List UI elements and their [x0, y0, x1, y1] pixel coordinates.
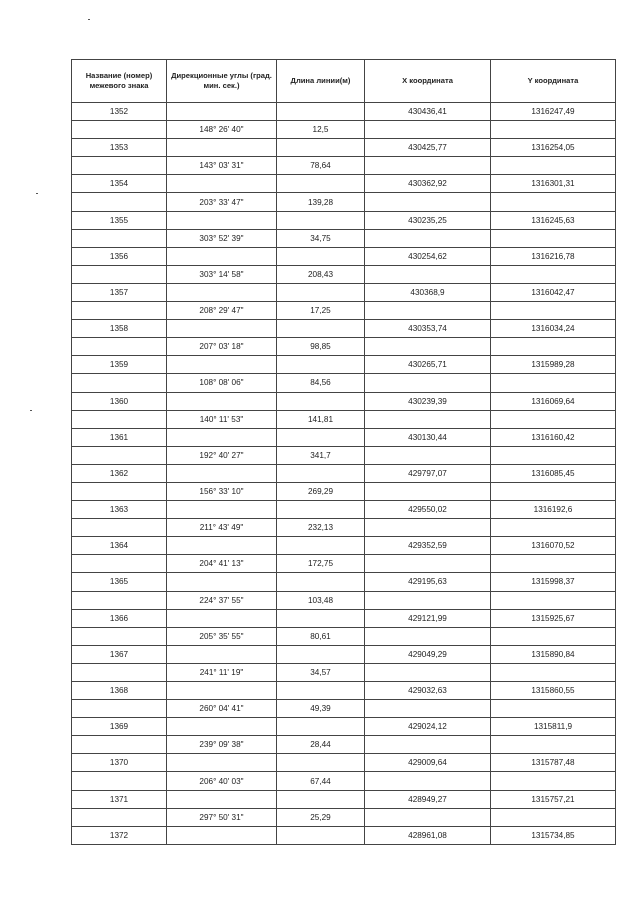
direction-angle: 224° 37' 55": [167, 591, 277, 609]
empty-cell: [365, 446, 491, 464]
direction-angle: 143° 03' 31": [167, 157, 277, 175]
empty-cell: [277, 283, 365, 301]
segment-row: [72, 121, 616, 139]
segment-row: [72, 446, 616, 464]
point-name: 1366: [72, 609, 167, 627]
empty-cell: [72, 374, 167, 392]
segment-row: [72, 265, 616, 283]
direction-angle: 241° 11' 19": [167, 663, 277, 681]
y-coordinate: 1316069,64: [491, 392, 616, 410]
line-length: 84,56: [277, 374, 365, 392]
x-coordinate: 430265,71: [365, 356, 491, 374]
direction-angle: 260° 04' 41": [167, 700, 277, 718]
empty-cell: [72, 700, 167, 718]
y-coordinate: 1316254,05: [491, 139, 616, 157]
segment-row: [72, 772, 616, 790]
segment-row: [72, 410, 616, 428]
empty-cell: [277, 356, 365, 374]
point-name: 1365: [72, 573, 167, 591]
direction-angle: 211° 43' 49": [167, 519, 277, 537]
point-name: 1367: [72, 645, 167, 663]
scan-speck: [36, 193, 38, 194]
point-name: 1355: [72, 211, 167, 229]
line-length: 98,85: [277, 338, 365, 356]
empty-cell: [491, 591, 616, 609]
line-length: 12,5: [277, 121, 365, 139]
boundary-coordinates-table: [71, 59, 616, 845]
point-row: [72, 826, 616, 844]
point-name: 1362: [72, 464, 167, 482]
empty-cell: [277, 826, 365, 844]
empty-cell: [167, 826, 277, 844]
point-row: [72, 754, 616, 772]
x-coordinate: 430254,62: [365, 247, 491, 265]
header-row: [72, 60, 616, 103]
direction-angle: 148° 26' 40": [167, 121, 277, 139]
point-row: [72, 139, 616, 157]
empty-cell: [167, 356, 277, 374]
y-coordinate: 1316245,63: [491, 211, 616, 229]
y-coordinate: 1316085,45: [491, 464, 616, 482]
y-coordinate: 1315860,55: [491, 682, 616, 700]
segment-row: [72, 591, 616, 609]
header-direction-angle: Дирекционные углы (град. мин. сек.): [167, 60, 277, 103]
point-row: [72, 175, 616, 193]
y-coordinate: 1315757,21: [491, 790, 616, 808]
line-length: 141,81: [277, 410, 365, 428]
line-length: 269,29: [277, 482, 365, 500]
empty-cell: [72, 736, 167, 754]
empty-cell: [491, 627, 616, 645]
direction-angle: 204° 41' 13": [167, 555, 277, 573]
line-length: 17,25: [277, 302, 365, 320]
point-row: [72, 682, 616, 700]
empty-cell: [72, 519, 167, 537]
x-coordinate: 430130,44: [365, 428, 491, 446]
line-length: 232,13: [277, 519, 365, 537]
point-row: [72, 718, 616, 736]
x-coordinate: 429121,99: [365, 609, 491, 627]
point-row: [72, 320, 616, 338]
y-coordinate: 1315998,37: [491, 573, 616, 591]
empty-cell: [365, 663, 491, 681]
direction-angle: 205° 35' 55": [167, 627, 277, 645]
empty-cell: [491, 446, 616, 464]
empty-cell: [167, 573, 277, 591]
point-row: [72, 211, 616, 229]
line-length: 172,75: [277, 555, 365, 573]
empty-cell: [277, 392, 365, 410]
y-coordinate: 1315811,9: [491, 718, 616, 736]
point-name: 1371: [72, 790, 167, 808]
empty-cell: [72, 338, 167, 356]
point-name: 1372: [72, 826, 167, 844]
empty-cell: [491, 555, 616, 573]
scan-speck: [30, 410, 32, 411]
empty-cell: [277, 645, 365, 663]
empty-cell: [167, 682, 277, 700]
segment-row: [72, 700, 616, 718]
line-length: 103,48: [277, 591, 365, 609]
scan-speck: [88, 19, 90, 20]
empty-cell: [365, 338, 491, 356]
x-coordinate: 429032,63: [365, 682, 491, 700]
y-coordinate: 1315734,85: [491, 826, 616, 844]
empty-cell: [365, 555, 491, 573]
empty-cell: [72, 302, 167, 320]
segment-row: [72, 627, 616, 645]
point-row: [72, 537, 616, 555]
point-row: [72, 573, 616, 591]
line-length: 28,44: [277, 736, 365, 754]
empty-cell: [277, 537, 365, 555]
x-coordinate: 429352,59: [365, 537, 491, 555]
segment-row: [72, 338, 616, 356]
point-name: 1354: [72, 175, 167, 193]
segment-row: [72, 555, 616, 573]
point-row: [72, 790, 616, 808]
empty-cell: [365, 772, 491, 790]
y-coordinate: 1316192,6: [491, 501, 616, 519]
empty-cell: [365, 627, 491, 645]
point-name: 1368: [72, 682, 167, 700]
direction-angle: 208° 29' 47": [167, 302, 277, 320]
y-coordinate: 1315787,48: [491, 754, 616, 772]
x-coordinate: 430436,41: [365, 103, 491, 121]
empty-cell: [167, 464, 277, 482]
empty-cell: [491, 302, 616, 320]
segment-row: [72, 663, 616, 681]
y-coordinate: 1315890,84: [491, 645, 616, 663]
segment-row: [72, 229, 616, 247]
x-coordinate: 429195,63: [365, 573, 491, 591]
x-coordinate: 429009,64: [365, 754, 491, 772]
x-coordinate: 429024,12: [365, 718, 491, 736]
direction-angle: 297° 50' 31": [167, 808, 277, 826]
empty-cell: [365, 410, 491, 428]
line-length: 78,64: [277, 157, 365, 175]
point-row: [72, 103, 616, 121]
empty-cell: [72, 410, 167, 428]
line-length: 67,44: [277, 772, 365, 790]
empty-cell: [167, 392, 277, 410]
empty-cell: [491, 410, 616, 428]
empty-cell: [365, 229, 491, 247]
line-length: 208,43: [277, 265, 365, 283]
empty-cell: [72, 555, 167, 573]
x-coordinate: 429049,29: [365, 645, 491, 663]
x-coordinate: 430425,77: [365, 139, 491, 157]
empty-cell: [491, 482, 616, 500]
segment-row: [72, 374, 616, 392]
empty-cell: [167, 247, 277, 265]
empty-cell: [365, 519, 491, 537]
empty-cell: [167, 320, 277, 338]
x-coordinate: 428961,08: [365, 826, 491, 844]
point-name: 1369: [72, 718, 167, 736]
point-name: 1356: [72, 247, 167, 265]
y-coordinate: 1316160,42: [491, 428, 616, 446]
empty-cell: [72, 663, 167, 681]
empty-cell: [72, 808, 167, 826]
point-row: [72, 609, 616, 627]
empty-cell: [277, 211, 365, 229]
empty-cell: [277, 718, 365, 736]
point-name: 1361: [72, 428, 167, 446]
empty-cell: [167, 790, 277, 808]
direction-angle: 192° 40' 27": [167, 446, 277, 464]
empty-cell: [491, 772, 616, 790]
segment-row: [72, 302, 616, 320]
empty-cell: [365, 121, 491, 139]
empty-cell: [167, 537, 277, 555]
empty-cell: [491, 157, 616, 175]
empty-cell: [167, 501, 277, 519]
segment-row: [72, 157, 616, 175]
empty-cell: [167, 428, 277, 446]
empty-cell: [277, 682, 365, 700]
direction-angle: 156° 33' 10": [167, 482, 277, 500]
line-length: 139,28: [277, 193, 365, 211]
empty-cell: [365, 808, 491, 826]
header-x-coordinate: X координата: [365, 60, 491, 103]
empty-cell: [277, 609, 365, 627]
empty-cell: [277, 501, 365, 519]
direction-angle: 303° 52' 39": [167, 229, 277, 247]
empty-cell: [167, 645, 277, 663]
y-coordinate: 1316070,52: [491, 537, 616, 555]
x-coordinate: 430239,39: [365, 392, 491, 410]
empty-cell: [491, 338, 616, 356]
empty-cell: [277, 464, 365, 482]
segment-row: [72, 519, 616, 537]
empty-cell: [72, 627, 167, 645]
empty-cell: [167, 283, 277, 301]
y-coordinate: 1316247,49: [491, 103, 616, 121]
empty-cell: [72, 157, 167, 175]
direction-angle: 203° 33' 47": [167, 193, 277, 211]
empty-cell: [72, 229, 167, 247]
direction-angle: 140° 11' 53": [167, 410, 277, 428]
empty-cell: [72, 591, 167, 609]
line-length: 34,57: [277, 663, 365, 681]
empty-cell: [365, 265, 491, 283]
empty-cell: [277, 754, 365, 772]
header-point-name: Название (номер) межевого знака: [72, 60, 167, 103]
point-row: [72, 428, 616, 446]
empty-cell: [72, 265, 167, 283]
empty-cell: [277, 790, 365, 808]
y-coordinate: 1316034,24: [491, 320, 616, 338]
x-coordinate: 429550,02: [365, 501, 491, 519]
line-length: 49,39: [277, 700, 365, 718]
direction-angle: 206° 40' 03": [167, 772, 277, 790]
line-length: 341,7: [277, 446, 365, 464]
direction-angle: 239° 09' 38": [167, 736, 277, 754]
empty-cell: [167, 754, 277, 772]
empty-cell: [365, 482, 491, 500]
empty-cell: [167, 103, 277, 121]
line-length: 80,61: [277, 627, 365, 645]
point-row: [72, 283, 616, 301]
empty-cell: [365, 374, 491, 392]
empty-cell: [167, 175, 277, 193]
point-row: [72, 392, 616, 410]
empty-cell: [365, 591, 491, 609]
y-coordinate: 1315925,67: [491, 609, 616, 627]
empty-cell: [491, 700, 616, 718]
empty-cell: [365, 302, 491, 320]
point-row: [72, 356, 616, 374]
empty-cell: [277, 247, 365, 265]
point-row: [72, 247, 616, 265]
direction-angle: 303° 14' 58": [167, 265, 277, 283]
x-coordinate: 430235,25: [365, 211, 491, 229]
segment-row: [72, 736, 616, 754]
empty-cell: [277, 103, 365, 121]
segment-row: [72, 193, 616, 211]
point-name: 1370: [72, 754, 167, 772]
point-name: 1364: [72, 537, 167, 555]
x-coordinate: 429797,07: [365, 464, 491, 482]
empty-cell: [491, 193, 616, 211]
empty-cell: [277, 428, 365, 446]
empty-cell: [277, 320, 365, 338]
point-row: [72, 464, 616, 482]
empty-cell: [491, 736, 616, 754]
point-name: 1360: [72, 392, 167, 410]
point-name: 1363: [72, 501, 167, 519]
empty-cell: [365, 193, 491, 211]
empty-cell: [365, 157, 491, 175]
empty-cell: [72, 482, 167, 500]
point-name: 1357: [72, 283, 167, 301]
empty-cell: [277, 573, 365, 591]
empty-cell: [167, 718, 277, 736]
empty-cell: [491, 121, 616, 139]
x-coordinate: 428949,27: [365, 790, 491, 808]
y-coordinate: 1315989,28: [491, 356, 616, 374]
empty-cell: [167, 139, 277, 157]
empty-cell: [491, 265, 616, 283]
point-name: 1353: [72, 139, 167, 157]
header-y-coordinate: Y координата: [491, 60, 616, 103]
empty-cell: [167, 211, 277, 229]
segment-row: [72, 482, 616, 500]
empty-cell: [72, 772, 167, 790]
point-name: 1358: [72, 320, 167, 338]
empty-cell: [491, 663, 616, 681]
empty-cell: [491, 519, 616, 537]
empty-cell: [365, 700, 491, 718]
x-coordinate: 430353,74: [365, 320, 491, 338]
point-name: 1359: [72, 356, 167, 374]
empty-cell: [491, 374, 616, 392]
direction-angle: 108° 08' 06": [167, 374, 277, 392]
point-row: [72, 645, 616, 663]
empty-cell: [72, 121, 167, 139]
direction-angle: 207° 03' 18": [167, 338, 277, 356]
point-name: 1352: [72, 103, 167, 121]
y-coordinate: 1316216,78: [491, 247, 616, 265]
empty-cell: [277, 175, 365, 193]
empty-cell: [167, 609, 277, 627]
empty-cell: [491, 229, 616, 247]
line-length: 34,75: [277, 229, 365, 247]
header-line-length: Длина линии(м): [277, 60, 365, 103]
point-row: [72, 501, 616, 519]
empty-cell: [365, 736, 491, 754]
table-body: [72, 103, 616, 845]
segment-row: [72, 808, 616, 826]
empty-cell: [491, 808, 616, 826]
empty-cell: [72, 193, 167, 211]
y-coordinate: 1316042,47: [491, 283, 616, 301]
empty-cell: [72, 446, 167, 464]
y-coordinate: 1316301,31: [491, 175, 616, 193]
x-coordinate: 430368,9: [365, 283, 491, 301]
empty-cell: [277, 139, 365, 157]
x-coordinate: 430362,92: [365, 175, 491, 193]
line-length: 25,29: [277, 808, 365, 826]
